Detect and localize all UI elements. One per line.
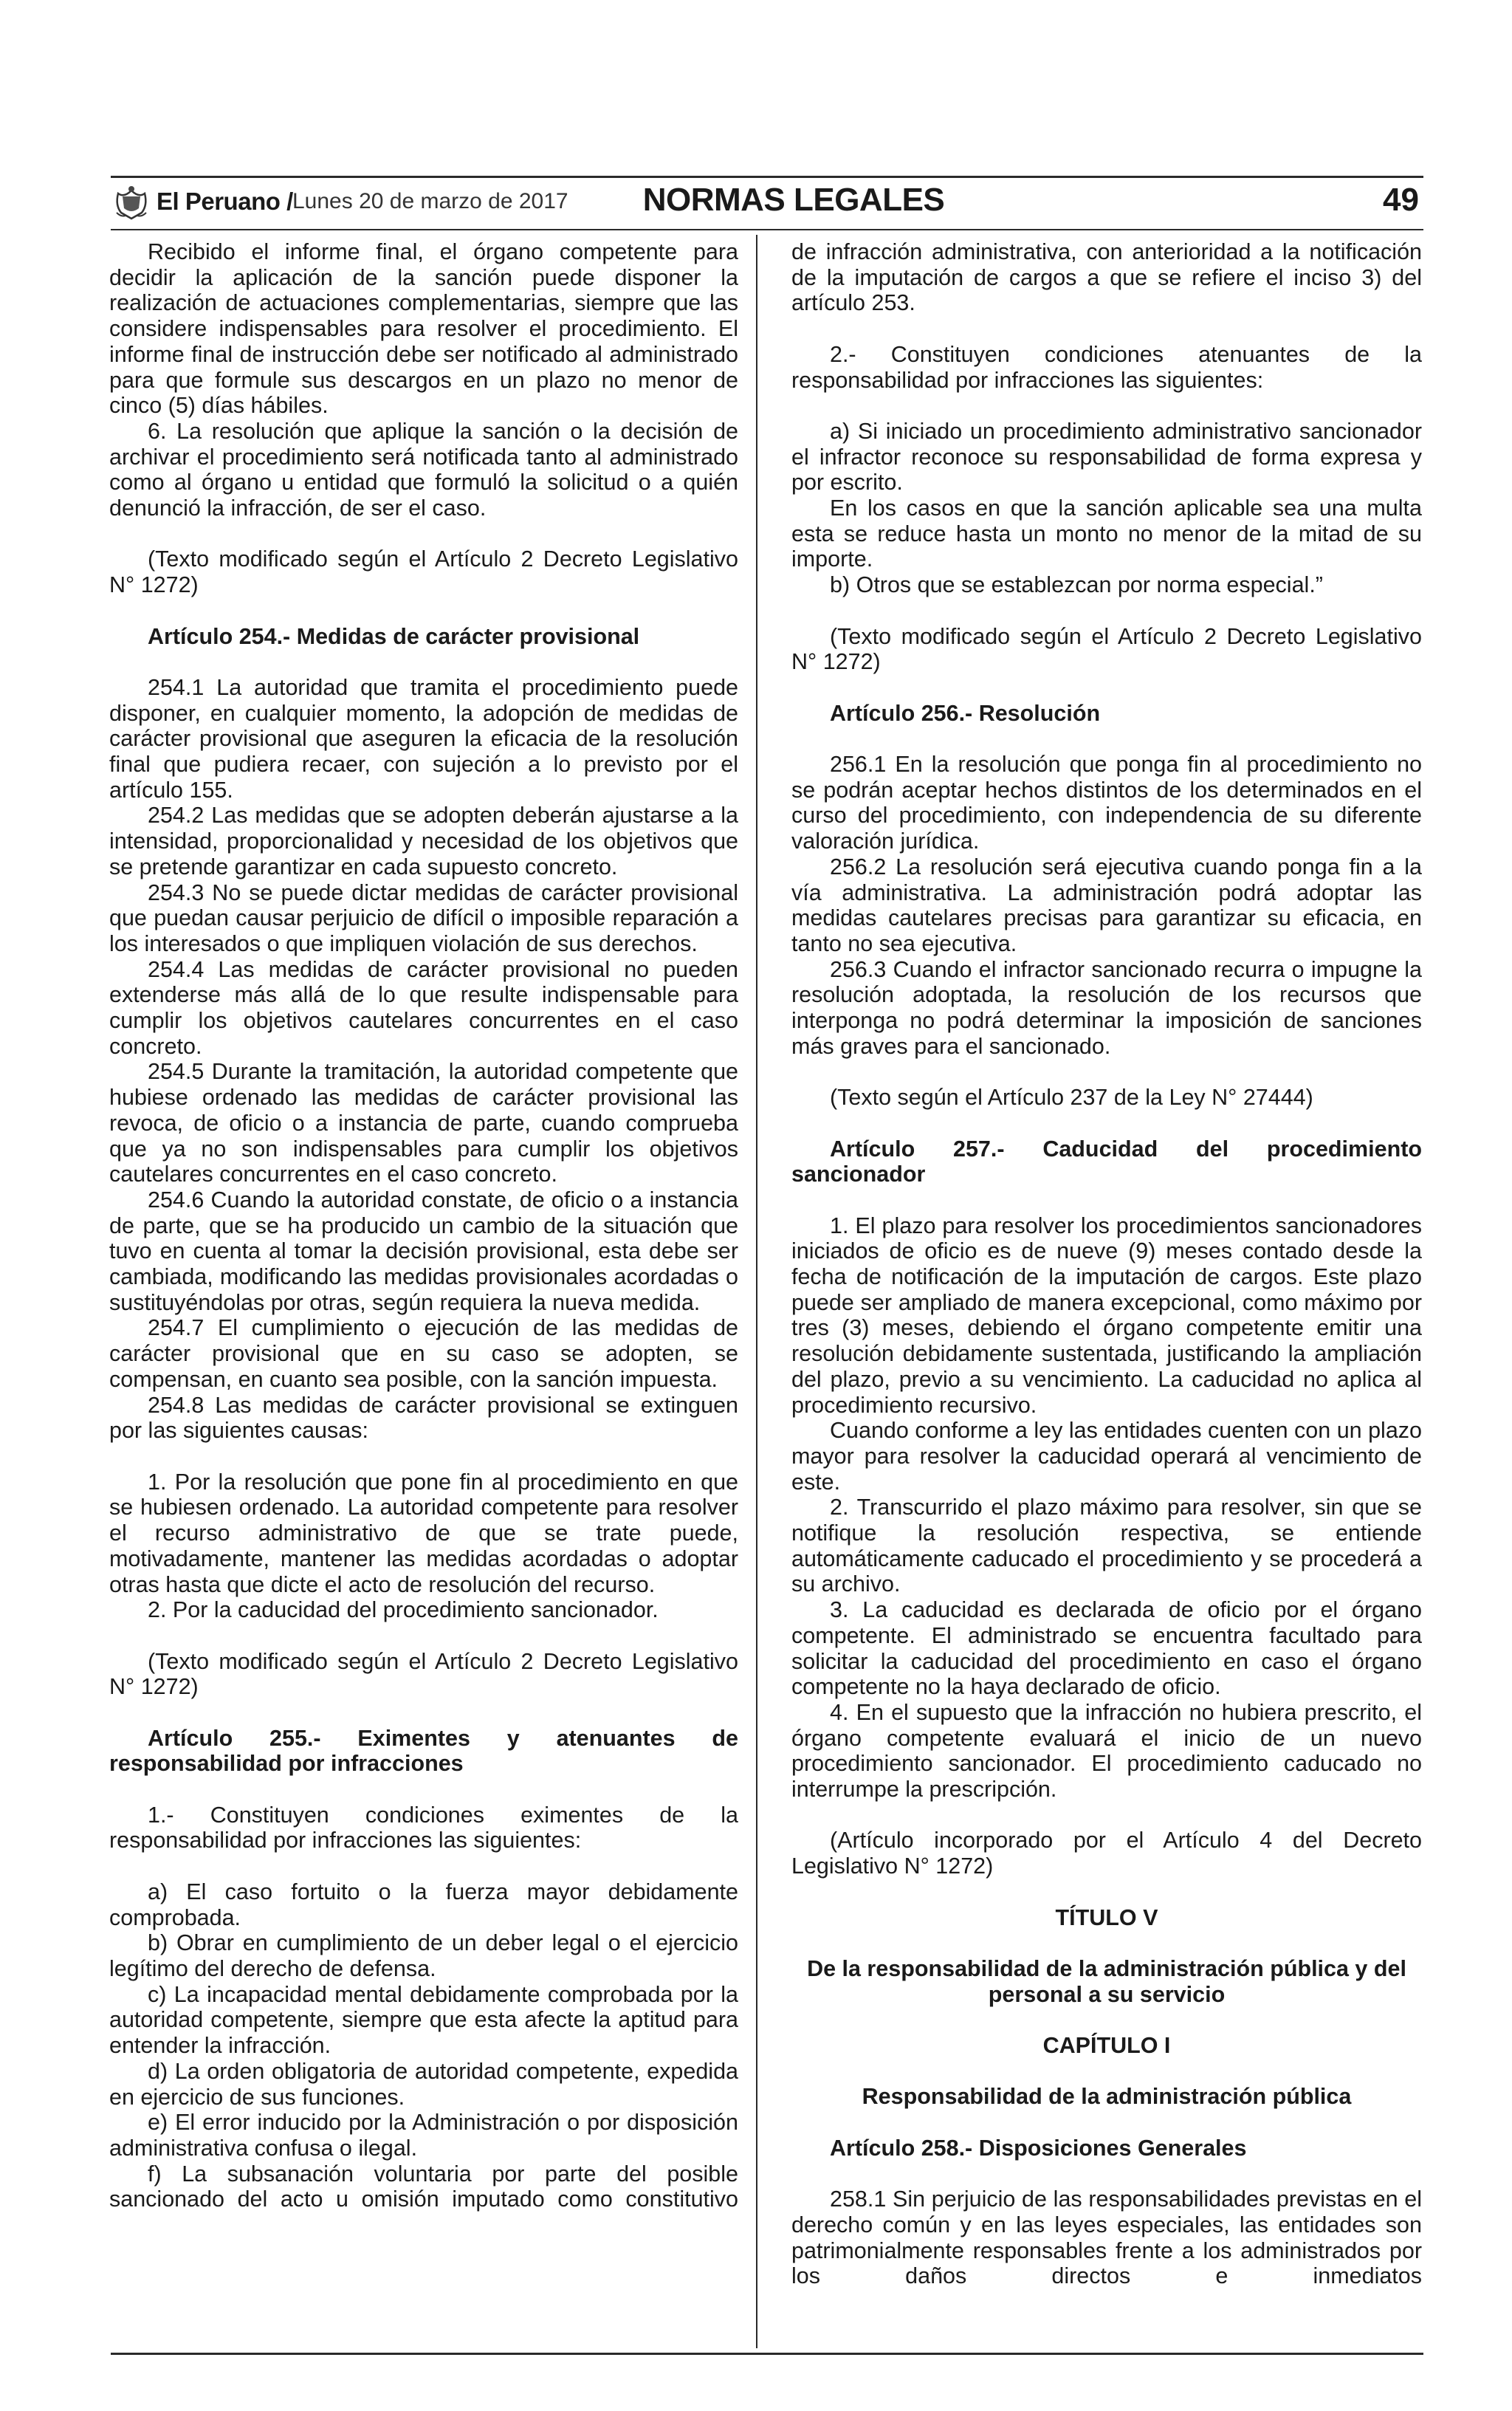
paragraph: 3. La caducidad es declarada de oficio por el órgano competente. El administrado se encuentra facultado para solicitar la caducidad del procedimiento en caso el órgano competente no la haya declarado de oficio. — [791, 1597, 1422, 1700]
paragraph: de infracción administrativa, con anterioridad a la notificación de la imputación de cargos a que se refiere el inciso 3) del artículo 253. — [791, 239, 1422, 316]
paragraph: 256.2 La resolución será ejecutiva cuando ponga fin a la vía administrativa. La administración podrá adoptar las medidas cautelares precisas para garantizar su eficacia, en tanto no sea ejecutiva. — [791, 854, 1422, 956]
paragraph: 254.8 Las medidas de carácter provisional se extinguen por las siguientes causas: — [109, 1392, 738, 1444]
paragraph: 254.5 Durante la tramitación, la autoridad competente que hubiese ordenado las medidas de carácter provisional las revoca, de oficio o a instancia de parte, cuando comprueba que ya no son indispensables para cumplir los objetivos cautelares concurrentes en el caso concreto. — [109, 1059, 738, 1187]
paragraph: c) La incapacidad mental debidamente comprobada por la autoridad competente, siempre que esta afecte la aptitud para entender la infracción. — [109, 1981, 738, 2059]
paragraph: d) La orden obligatoria de autoridad competente, expedida en ejercicio de sus funciones. — [109, 2058, 738, 2110]
paragraph: 254.1 La autoridad que tramita el procedimiento puede disponer, en cualquier momento, la adopción de medidas de carácter provisional que aseguren la eficacia de la resolución final que pudiera recaer, con sujeción a lo previsto por el artículo 155. — [109, 674, 738, 803]
coat-of-arms-icon — [114, 183, 149, 220]
paragraph: e) El error inducido por la Administración o por disposición administrativa confusa o ilegal. — [109, 2110, 738, 2161]
article-heading: Artículo 258.- Disposiciones Generales — [830, 2135, 1247, 2161]
paragraph: 258.1 Sin perjuicio de las responsabilidades previstas en el derecho común y en las leyes especiales, las entidades son patrimonialmente responsables frente a los administrados por los daños directos e inmediatos — [791, 2187, 1422, 2289]
column-divider — [756, 235, 757, 2348]
paragraph: 4. En el supuesto que la infracción no hubiera prescrito, el órgano competente evaluará el inicio de un nuevo procedimiento sancionador. El procedimiento caducado no interrumpe la prescripción. — [791, 1699, 1422, 1803]
header-bottom-rule — [111, 229, 1423, 230]
article-heading: Artículo 256.- Resolución — [830, 700, 1101, 726]
paragraph: 256.1 En la resolución que ponga fin al procedimiento no se podrán aceptar hechos distintos de los determinados en el curso del procedimiento, con independencia de su diferente valoración jurídica. — [791, 751, 1422, 854]
paragraph: (Texto modificado según el Artículo 2 Decreto Legislativo N° 1272) — [109, 546, 738, 598]
paragraph: b) Obrar en cumplimiento de un deber legal o el ejercicio legítimo del derecho de defensa. — [109, 1930, 738, 1981]
paragraph: 2. Por la caducidad del procedimiento sancionador. — [148, 1597, 659, 1623]
paragraph: 6. La resolución que aplique la sanción o la decisión de archivar el procedimiento será notificada tanto al administrado como al órgano u entidad que formuló la solicitud o a quién denunció la infracción, de ser el caso. — [109, 418, 738, 521]
right-column — [791, 239, 1422, 2289]
section-heading: Responsabilidad de la administración pública — [862, 2084, 1352, 2110]
paragraph: (Texto modificado según el Artículo 2 Decreto Legislativo N° 1272) — [791, 623, 1422, 675]
paragraph: (Artículo incorporado por el Artículo 4 del Decreto Legislativo N° 1272) — [791, 1828, 1422, 1879]
paragraph: 254.3 No se puede dictar medidas de carácter provisional que puedan causar perjuicio de difícil o imposible reparación a los interesados o que impliquen violación de sus derechos. — [109, 879, 738, 956]
paragraph: f) La subsanación voluntaria por parte del posible sancionado del acto u omisión imputado como constitutivo — [109, 2161, 738, 2212]
paragraph: Recibido el informe final, el órgano competente para decidir la aplicación de la sanción puede disponer la realización de actuaciones complementarias, siempre que las considere indispensables para resolver el procedimiento. El informe final de instrucción debe ser notificado al administrado para que formule sus descargos en un plazo no menor de cinco (5) días hábiles. — [109, 239, 738, 419]
article-heading: Artículo 254.- Medidas de carácter provisional — [148, 623, 640, 649]
footer-rule — [111, 2353, 1423, 2355]
paragraph: 254.6 Cuando la autoridad constate, de oficio o a instancia de parte, que se ha producido un cambio de la situación que tuvo en cuenta al tomar la decisión provisional, esta debe ser cambiada, modificando las medidas provisionales acordadas o sustituyéndolas por otras, según requiera la nueva medida. — [109, 1187, 738, 1315]
paragraph: 254.2 Las medidas que se adopten deberán ajustarse a la intensidad, proporcionalidad y necesidad de los objetivos que se pretende garantizar en cada supuesto concreto. — [109, 803, 738, 879]
header-top-rule — [111, 176, 1423, 178]
paragraph: b) Otros que se establezcan por norma especial.” — [830, 572, 1323, 598]
paragraph: (Texto modificado según el Artículo 2 Decreto Legislativo N° 1272) — [109, 1648, 738, 1700]
article-heading: Artículo 257.- Caducidad del procedimiento sancionador — [791, 1136, 1422, 1187]
paragraph: a) Si iniciado un procedimiento administrativo sancionador el infractor reconoce su responsabilidad de forma expresa y por escrito. — [791, 418, 1422, 495]
paragraph: 254.7 El cumplimiento o ejecución de las medidas de carácter provisional que en su caso se adopten, se compensan, en cuanto sea posible, con la sanción impuesta. — [109, 1315, 738, 1392]
section-heading: TÍTULO V — [1055, 1904, 1158, 1930]
paragraph: 1. El plazo para resolver los procedimientos sancionadores iniciados de oficio es de nueve (9) meses contado desde la fecha de notificación de la imputación de cargos. Este plazo puede ser ampliado de manera excepcional, como máximo por tres (3) meses, debiendo el órgano competente emitir una resolución debidamente sustentada, justificando la ampliación del plazo, previo a su vencimiento. La caducidad no aplica al procedimiento recursivo. — [791, 1213, 1422, 1418]
paragraph: 1.- Constituyen condiciones eximentes de la responsabilidad por infracciones las siguientes: — [109, 1802, 738, 1853]
page-header — [111, 180, 1423, 227]
section-heading: CAPÍTULO I — [1042, 2033, 1171, 2059]
issue-date: Lunes 20 de marzo de 2017 — [292, 189, 568, 213]
paragraph: 254.4 Las medidas de carácter provisional no pueden extenderse más allá de lo que resulte indispensable para cumplir los objetivos cautelares concurrentes en el caso concreto. — [109, 956, 738, 1059]
left-column — [109, 239, 738, 2212]
paragraph: a) El caso fortuito o la fuerza mayor debidamente comprobada. — [109, 1879, 738, 1930]
article-heading: Artículo 255.- Eximentes y atenuantes de responsabilidad por infracciones — [109, 1725, 738, 1777]
paragraph: Cuando conforme a ley las entidades cuenten con un plazo mayor para resolver la caducidad operará al vencimiento de este. — [791, 1418, 1423, 1495]
newspaper-name: El Peruano / — [157, 188, 293, 215]
section-title: NORMAS LEGALES — [642, 182, 945, 218]
paragraph: 2.- Constituyen condiciones atenuantes de la responsabilidad por infracciones las siguientes: — [791, 341, 1422, 393]
paragraph: 1. Por la resolución que pone fin al procedimiento en que se hubiesen ordenado. La autoridad competente para resolver el recurso administrativo de que se trate puede, motivadamente, mantener las medidas acordadas o adoptar otras hasta que dicte el acto de resolución del recurso. — [109, 1469, 738, 1597]
paragraph: (Texto según el Artículo 237 de la Ley N° 27444) — [830, 1085, 1313, 1111]
paragraph: En los casos en que la sanción aplicable sea una multa esta se reduce hasta un monto no menor de la mitad de su importe. — [791, 495, 1422, 572]
section-heading: De la responsabilidad de la administración pública y del personal a su servicio — [807, 1955, 1406, 2007]
page-number: 49 — [1383, 182, 1419, 218]
paragraph: 2. Transcurrido el plazo máximo para resolver, sin que se notifique la resolución respectiva, se entiende automáticamente caducado el procedimiento y se procederá a su archivo. — [791, 1495, 1422, 1597]
paragraph: 256.3 Cuando el infractor sancionado recurra o impugne la resolución adoptada, la resolución de los recursos que interponga no podrá determinar la imposición de sanciones más graves para el sancionado. — [791, 956, 1422, 1059]
